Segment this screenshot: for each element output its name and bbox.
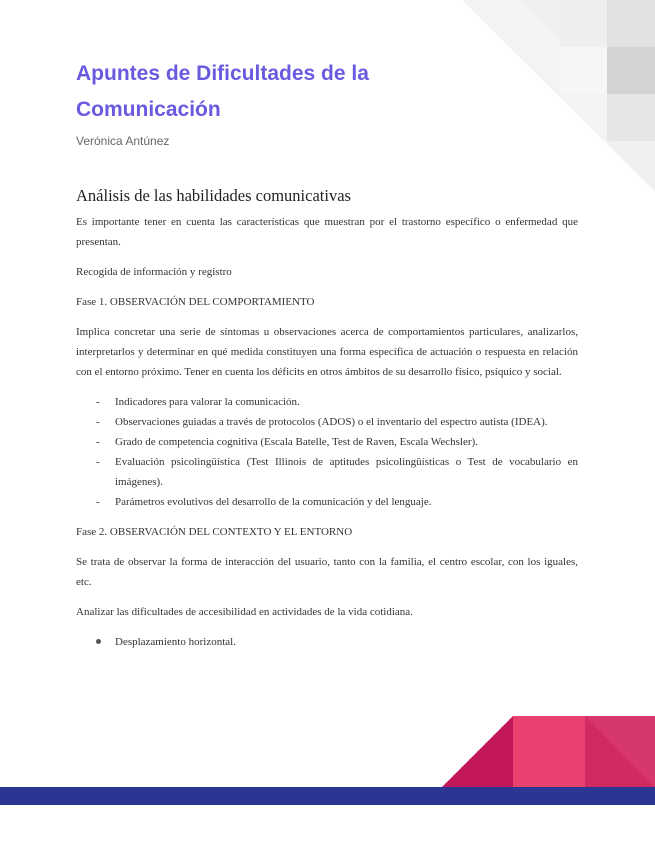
footer-band — [0, 787, 655, 805]
bullet-icon — [96, 639, 101, 644]
list-item: - Parámetros evolutivos del desarrollo de la comunicación y del lenguaje. — [76, 492, 578, 512]
paragraph-intro: Es importante tener en cuenta las características que muestran por el trastorno específico o enfermedad que presentan. — [76, 216, 578, 248]
paragraph-recogida: Recogida de información y registro — [76, 266, 232, 278]
paragraph-implica: Implica concretar una serie de síntomas u observaciones acerca de comportamientos particulares, analizarlos, interpretarlos y determinar en qué medida constituyen una forma específica de actuación o respuesta en relación con el entorno próximo. Tener en cuenta los déficits en otros ámbitos de su desarrollo físico, psíquico y social. — [76, 326, 578, 378]
dash-marker: - — [96, 416, 100, 428]
list-item: Desplazamiento horizontal. — [76, 632, 578, 652]
paragraph-accesibilidad: Analizar las dificultades de accesibilidad en actividades de la vida cotidiana. — [76, 606, 413, 618]
title-line-1: Apuntes de Dificultades de la — [76, 62, 369, 85]
list-item: - Evaluación psicolingüística (Test Illinois de aptitudes psicolingüísticas o Test de vocabulario en imágenes). — [76, 452, 578, 492]
paragraph-fase-2: Fase 2. OBSERVACIÓN DEL CONTEXTO Y EL ENTORNO — [76, 526, 353, 538]
paragraph-fase-1: Fase 1. OBSERVACIÓN DEL COMPORTAMIENTO — [76, 296, 315, 308]
list-accesibilidad — [76, 632, 578, 652]
dash-marker: - — [96, 396, 100, 408]
document-title — [76, 56, 578, 128]
dash-marker: - — [96, 496, 100, 508]
title-line-2: Comunicación — [76, 98, 221, 121]
dash-marker: - — [96, 456, 100, 468]
author-name: Verónica Antúnez — [76, 134, 170, 148]
dash-marker: - — [96, 436, 100, 448]
list-indicadores — [76, 392, 578, 512]
section-heading: Análisis de las habilidades comunicativas — [76, 186, 351, 205]
paragraph-interaccion: Se trata de observar la forma de interacción del usuario, tanto con la familia, el centro escolar, con los iguales, etc. — [76, 556, 578, 588]
list-item: - Grado de competencia cognitiva (Escala Batelle, Test de Raven, Escala Wechsler). — [76, 432, 578, 452]
document-page — [76, 56, 578, 652]
list-item: - Indicadores para valorar la comunicación. — [76, 392, 578, 412]
bottom-right-pink-pattern — [442, 716, 655, 787]
list-item: - Observaciones guiadas a través de protocolos (ADOS) o el inventario del espectro autista (IDEA). — [76, 412, 578, 432]
